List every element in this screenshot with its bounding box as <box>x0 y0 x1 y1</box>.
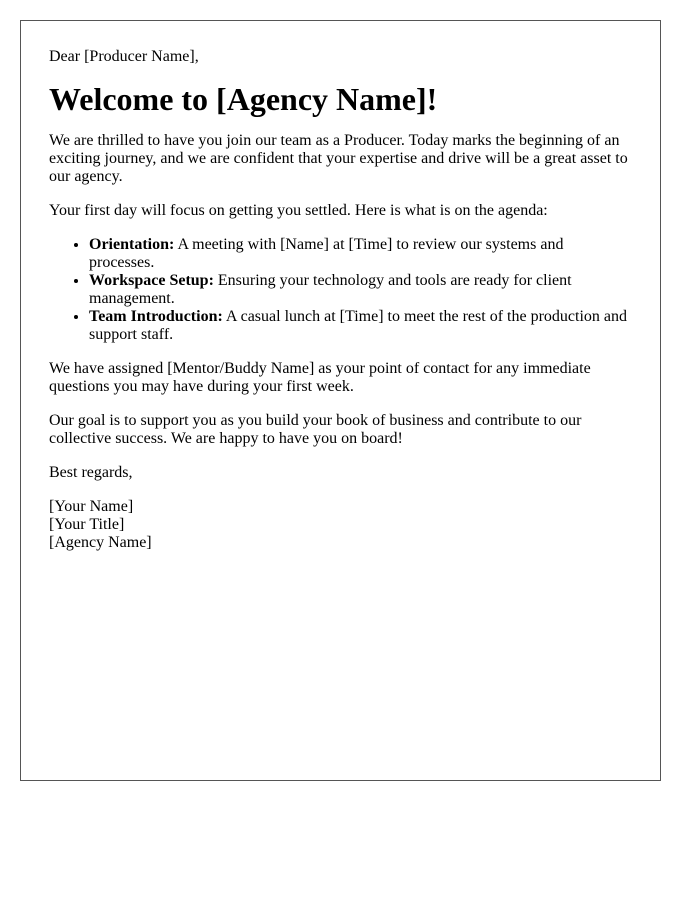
mentor-paragraph: We have assigned [Mentor/Buddy Name] as your point of contact for any immediate questions you may have during your first week. <box>49 360 591 395</box>
agenda-item-text: A meeting with [Name] at [Time] to review our systems and processes. <box>89 236 564 271</box>
agenda-item-workspace-setup <box>89 272 632 308</box>
salutation: Dear [Producer Name], <box>49 48 199 65</box>
agenda-item-text: Ensuring your technology and tools are ready for client management. <box>89 272 572 307</box>
agenda-item-orientation <box>89 236 632 272</box>
agenda-item-text: A casual lunch at [Time] to meet the rest of the production and support staff. <box>89 308 627 343</box>
goal-paragraph: Our goal is to support you as you build your book of business and contribute to our collective success. We are happy to have you on board! <box>49 412 582 447</box>
intro-paragraph: We are thrilled to have you join our team as a Producer. Today marks the beginning of an exciting journey, and we are confident that your expertise and drive will be a great asset to our agency. <box>49 132 628 185</box>
agenda-list <box>49 236 632 344</box>
signature-name: [Your Name] <box>49 498 134 515</box>
signature-block <box>49 498 632 552</box>
letter-container <box>20 20 661 781</box>
agenda-item-title: Workspace Setup: <box>89 272 214 289</box>
letter-heading: Welcome to [Agency Name]! <box>49 81 438 117</box>
agenda-item-team-introduction <box>89 308 632 344</box>
signature-agency: [Agency Name] <box>49 534 152 551</box>
closing: Best regards, <box>49 464 133 481</box>
agenda-item-title: Team Introduction: <box>89 308 223 325</box>
agenda-item-title: Orientation: <box>89 236 175 253</box>
signature-title: [Your Title] <box>49 516 125 533</box>
agenda-intro: Your first day will focus on getting you settled. Here is what is on the agenda: <box>49 202 548 219</box>
